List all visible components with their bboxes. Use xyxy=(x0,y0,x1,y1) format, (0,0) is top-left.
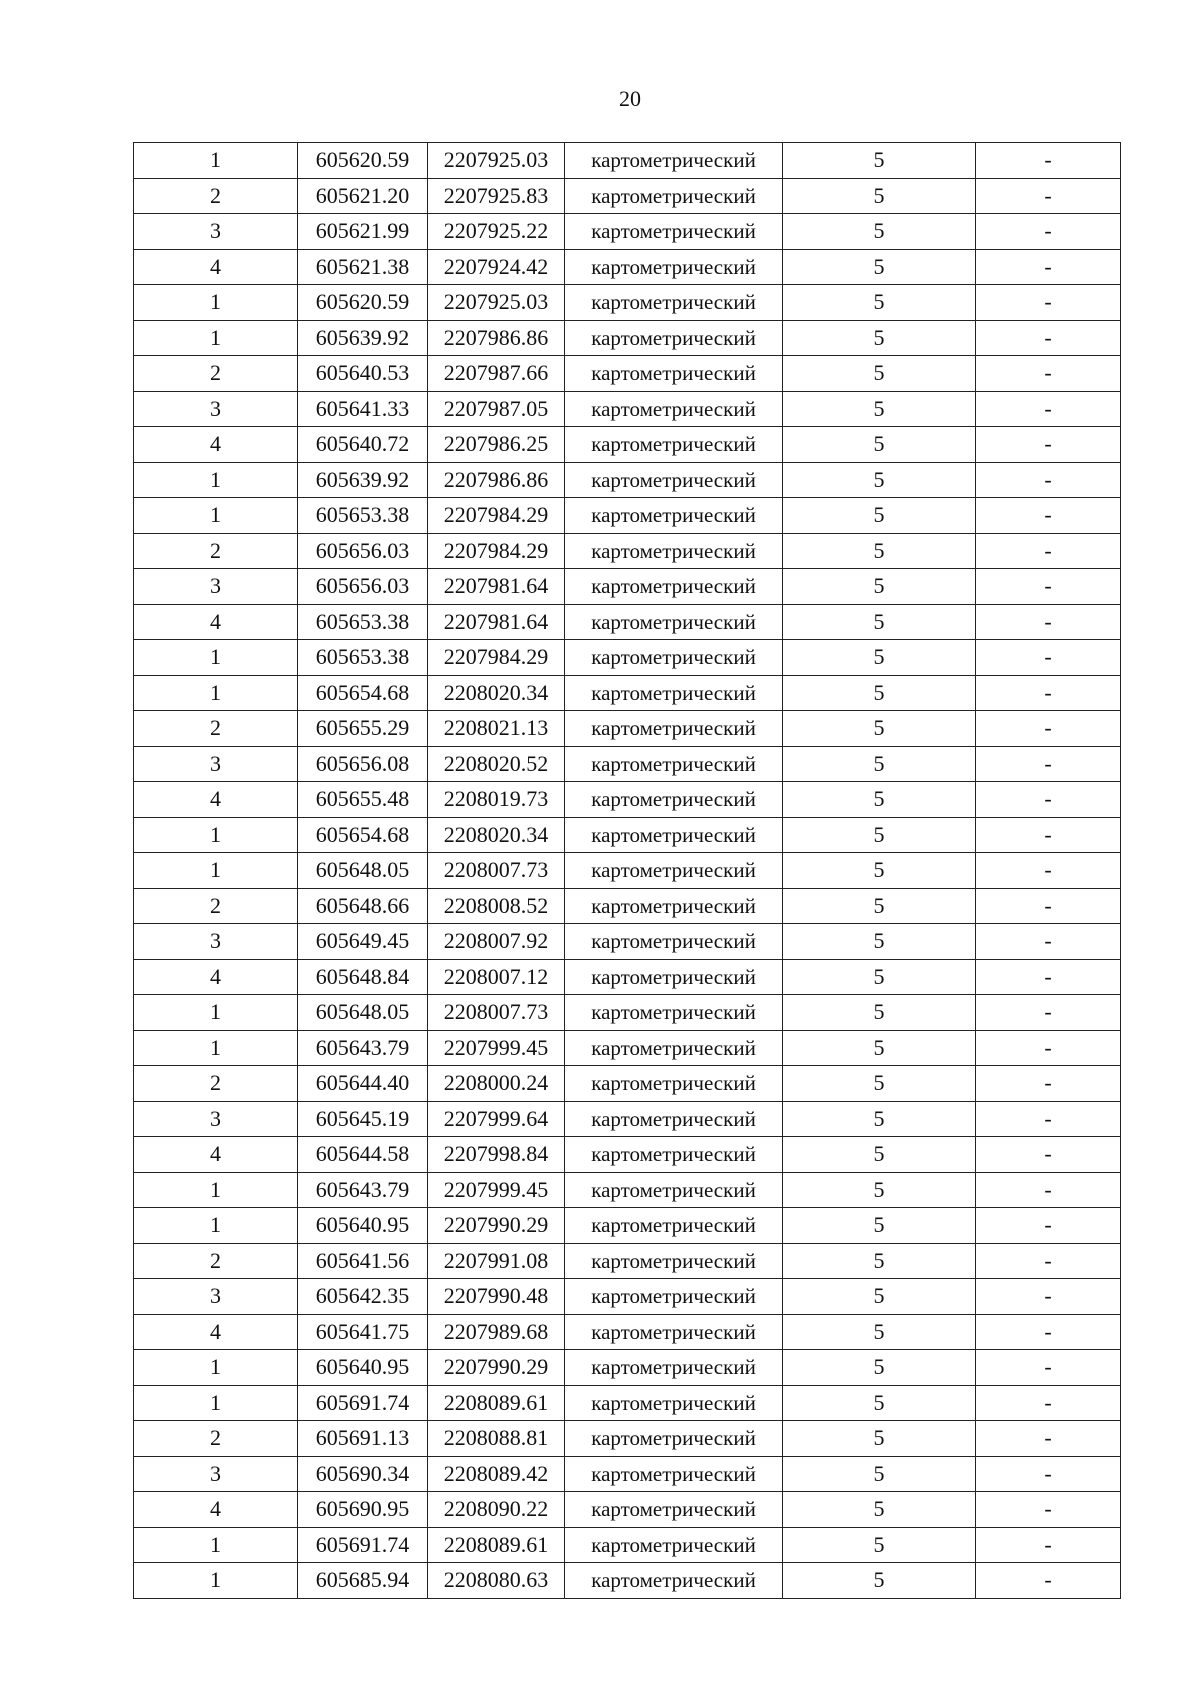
table-row xyxy=(134,924,1121,960)
method-cell: картометрический xyxy=(565,1492,783,1528)
method-cell: картометрический xyxy=(565,1101,783,1137)
table-row xyxy=(134,178,1121,214)
x-coordinate-cell: 605641.75 xyxy=(298,1314,428,1350)
table-row xyxy=(134,569,1121,605)
table-row xyxy=(134,1066,1121,1102)
note-cell: - xyxy=(976,1350,1121,1386)
x-coordinate-cell: 605654.68 xyxy=(298,817,428,853)
accuracy-cell: 5 xyxy=(783,285,976,321)
note-cell: - xyxy=(976,853,1121,889)
method-cell: картометрический xyxy=(565,462,783,498)
method-cell: картометрический xyxy=(565,1350,783,1386)
point-number-cell: 1 xyxy=(134,853,298,889)
method-cell: картометрический xyxy=(565,959,783,995)
y-coordinate-cell: 2208090.22 xyxy=(428,1492,565,1528)
x-coordinate-cell: 605621.20 xyxy=(298,178,428,214)
x-coordinate-cell: 605640.95 xyxy=(298,1208,428,1244)
point-number-cell: 2 xyxy=(134,178,298,214)
method-cell: картометрический xyxy=(565,1314,783,1350)
x-coordinate-cell: 605649.45 xyxy=(298,924,428,960)
accuracy-cell: 5 xyxy=(783,214,976,250)
accuracy-cell: 5 xyxy=(783,320,976,356)
accuracy-cell: 5 xyxy=(783,640,976,676)
table-row xyxy=(134,995,1121,1031)
method-cell: картометрический xyxy=(565,1172,783,1208)
y-coordinate-cell: 2208020.34 xyxy=(428,817,565,853)
method-cell: картометрический xyxy=(565,143,783,179)
method-cell: картометрический xyxy=(565,995,783,1031)
point-number-cell: 1 xyxy=(134,1527,298,1563)
note-cell: - xyxy=(976,995,1121,1031)
y-coordinate-cell: 2208007.12 xyxy=(428,959,565,995)
table-row xyxy=(134,427,1121,463)
x-coordinate-cell: 605690.95 xyxy=(298,1492,428,1528)
note-cell: - xyxy=(976,1314,1121,1350)
note-cell: - xyxy=(976,249,1121,285)
accuracy-cell: 5 xyxy=(783,924,976,960)
accuracy-cell: 5 xyxy=(783,427,976,463)
y-coordinate-cell: 2208021.13 xyxy=(428,711,565,747)
accuracy-cell: 5 xyxy=(783,1527,976,1563)
y-coordinate-cell: 2208007.92 xyxy=(428,924,565,960)
x-coordinate-cell: 605640.53 xyxy=(298,356,428,392)
accuracy-cell: 5 xyxy=(783,1456,976,1492)
table-row xyxy=(134,640,1121,676)
x-coordinate-cell: 605620.59 xyxy=(298,143,428,179)
method-cell: картометрический xyxy=(565,285,783,321)
point-number-cell: 1 xyxy=(134,1563,298,1599)
y-coordinate-cell: 2207981.64 xyxy=(428,604,565,640)
table-row xyxy=(134,711,1121,747)
y-coordinate-cell: 2207925.22 xyxy=(428,214,565,250)
note-cell: - xyxy=(976,959,1121,995)
table-row xyxy=(134,249,1121,285)
x-coordinate-cell: 605620.59 xyxy=(298,285,428,321)
accuracy-cell: 5 xyxy=(783,178,976,214)
y-coordinate-cell: 2208020.52 xyxy=(428,746,565,782)
note-cell: - xyxy=(976,1527,1121,1563)
point-number-cell: 1 xyxy=(134,462,298,498)
point-number-cell: 1 xyxy=(134,995,298,1031)
method-cell: картометрический xyxy=(565,1137,783,1173)
x-coordinate-cell: 605690.34 xyxy=(298,1456,428,1492)
method-cell: картометрический xyxy=(565,320,783,356)
point-number-cell: 3 xyxy=(134,1101,298,1137)
note-cell: - xyxy=(976,320,1121,356)
note-cell: - xyxy=(976,143,1121,179)
x-coordinate-cell: 605655.48 xyxy=(298,782,428,818)
table-row xyxy=(134,853,1121,889)
method-cell: картометрический xyxy=(565,1456,783,1492)
note-cell: - xyxy=(976,1101,1121,1137)
x-coordinate-cell: 605643.79 xyxy=(298,1030,428,1066)
x-coordinate-cell: 605653.38 xyxy=(298,604,428,640)
table-row xyxy=(134,1172,1121,1208)
y-coordinate-cell: 2208007.73 xyxy=(428,995,565,1031)
accuracy-cell: 5 xyxy=(783,356,976,392)
point-number-cell: 4 xyxy=(134,249,298,285)
method-cell: картометрический xyxy=(565,533,783,569)
table-row xyxy=(134,817,1121,853)
y-coordinate-cell: 2207984.29 xyxy=(428,640,565,676)
method-cell: картометрический xyxy=(565,853,783,889)
accuracy-cell: 5 xyxy=(783,249,976,285)
y-coordinate-cell: 2207991.08 xyxy=(428,1243,565,1279)
note-cell: - xyxy=(976,569,1121,605)
point-number-cell: 4 xyxy=(134,959,298,995)
note-cell: - xyxy=(976,817,1121,853)
accuracy-cell: 5 xyxy=(783,888,976,924)
point-number-cell: 1 xyxy=(134,143,298,179)
point-number-cell: 3 xyxy=(134,569,298,605)
method-cell: картометрический xyxy=(565,924,783,960)
note-cell: - xyxy=(976,1208,1121,1244)
table-row xyxy=(134,675,1121,711)
note-cell: - xyxy=(976,1066,1121,1102)
accuracy-cell: 5 xyxy=(783,1137,976,1173)
y-coordinate-cell: 2207990.29 xyxy=(428,1350,565,1386)
x-coordinate-cell: 605645.19 xyxy=(298,1101,428,1137)
note-cell: - xyxy=(976,711,1121,747)
accuracy-cell: 5 xyxy=(783,391,976,427)
x-coordinate-cell: 605648.66 xyxy=(298,888,428,924)
x-coordinate-cell: 605648.84 xyxy=(298,959,428,995)
x-coordinate-cell: 605640.95 xyxy=(298,1350,428,1386)
table-row xyxy=(134,1527,1121,1563)
point-number-cell: 2 xyxy=(134,888,298,924)
note-cell: - xyxy=(976,640,1121,676)
method-cell: картометрический xyxy=(565,214,783,250)
point-number-cell: 4 xyxy=(134,1314,298,1350)
table-row xyxy=(134,356,1121,392)
point-number-cell: 2 xyxy=(134,533,298,569)
point-number-cell: 1 xyxy=(134,498,298,534)
note-cell: - xyxy=(976,214,1121,250)
table-row xyxy=(134,1385,1121,1421)
x-coordinate-cell: 605639.92 xyxy=(298,320,428,356)
method-cell: картометрический xyxy=(565,746,783,782)
accuracy-cell: 5 xyxy=(783,1492,976,1528)
x-coordinate-cell: 605640.72 xyxy=(298,427,428,463)
method-cell: картометрический xyxy=(565,1030,783,1066)
note-cell: - xyxy=(976,675,1121,711)
table-row xyxy=(134,462,1121,498)
x-coordinate-cell: 605642.35 xyxy=(298,1279,428,1315)
note-cell: - xyxy=(976,462,1121,498)
y-coordinate-cell: 2207987.05 xyxy=(428,391,565,427)
accuracy-cell: 5 xyxy=(783,711,976,747)
note-cell: - xyxy=(976,427,1121,463)
x-coordinate-cell: 605639.92 xyxy=(298,462,428,498)
y-coordinate-cell: 2207999.45 xyxy=(428,1030,565,1066)
x-coordinate-cell: 605621.38 xyxy=(298,249,428,285)
method-cell: картометрический xyxy=(565,604,783,640)
y-coordinate-cell: 2207999.45 xyxy=(428,1172,565,1208)
point-number-cell: 1 xyxy=(134,1385,298,1421)
table-row xyxy=(134,214,1121,250)
note-cell: - xyxy=(976,498,1121,534)
point-number-cell: 2 xyxy=(134,1421,298,1457)
method-cell: картометрический xyxy=(565,1279,783,1315)
table-row xyxy=(134,1101,1121,1137)
table-row xyxy=(134,1350,1121,1386)
method-cell: картометрический xyxy=(565,675,783,711)
note-cell: - xyxy=(976,533,1121,569)
method-cell: картометрический xyxy=(565,817,783,853)
x-coordinate-cell: 605641.33 xyxy=(298,391,428,427)
y-coordinate-cell: 2207984.29 xyxy=(428,498,565,534)
note-cell: - xyxy=(976,1421,1121,1457)
page-number: 20 xyxy=(619,86,641,111)
method-cell: картометрический xyxy=(565,1563,783,1599)
method-cell: картометрический xyxy=(565,427,783,463)
x-coordinate-cell: 605648.05 xyxy=(298,995,428,1031)
method-cell: картометрический xyxy=(565,1527,783,1563)
table-row xyxy=(134,604,1121,640)
y-coordinate-cell: 2208008.52 xyxy=(428,888,565,924)
method-cell: картометрический xyxy=(565,249,783,285)
accuracy-cell: 5 xyxy=(783,746,976,782)
table-row xyxy=(134,959,1121,995)
point-number-cell: 2 xyxy=(134,711,298,747)
y-coordinate-cell: 2207990.29 xyxy=(428,1208,565,1244)
point-number-cell: 1 xyxy=(134,1208,298,1244)
y-coordinate-cell: 2207990.48 xyxy=(428,1279,565,1315)
note-cell: - xyxy=(976,782,1121,818)
accuracy-cell: 5 xyxy=(783,569,976,605)
table-row xyxy=(134,143,1121,179)
point-number-cell: 4 xyxy=(134,604,298,640)
table-row xyxy=(134,1279,1121,1315)
accuracy-cell: 5 xyxy=(783,498,976,534)
accuracy-cell: 5 xyxy=(783,1314,976,1350)
accuracy-cell: 5 xyxy=(783,1030,976,1066)
point-number-cell: 4 xyxy=(134,782,298,818)
accuracy-cell: 5 xyxy=(783,1563,976,1599)
note-cell: - xyxy=(976,888,1121,924)
method-cell: картометрический xyxy=(565,178,783,214)
point-number-cell: 1 xyxy=(134,1172,298,1208)
method-cell: картометрический xyxy=(565,1243,783,1279)
method-cell: картометрический xyxy=(565,1421,783,1457)
y-coordinate-cell: 2207998.84 xyxy=(428,1137,565,1173)
x-coordinate-cell: 605691.74 xyxy=(298,1385,428,1421)
y-coordinate-cell: 2208089.42 xyxy=(428,1456,565,1492)
table-row xyxy=(134,746,1121,782)
accuracy-cell: 5 xyxy=(783,1101,976,1137)
table-row xyxy=(134,1314,1121,1350)
table-row xyxy=(134,1030,1121,1066)
accuracy-cell: 5 xyxy=(783,1172,976,1208)
method-cell: картометрический xyxy=(565,782,783,818)
accuracy-cell: 5 xyxy=(783,1385,976,1421)
method-cell: картометрический xyxy=(565,1066,783,1102)
y-coordinate-cell: 2207924.42 xyxy=(428,249,565,285)
x-coordinate-cell: 605653.38 xyxy=(298,498,428,534)
x-coordinate-cell: 605641.56 xyxy=(298,1243,428,1279)
method-cell: картометрический xyxy=(565,498,783,534)
table-row xyxy=(134,533,1121,569)
accuracy-cell: 5 xyxy=(783,462,976,498)
y-coordinate-cell: 2207925.03 xyxy=(428,285,565,321)
point-number-cell: 4 xyxy=(134,1492,298,1528)
y-coordinate-cell: 2208089.61 xyxy=(428,1385,565,1421)
method-cell: картометрический xyxy=(565,1385,783,1421)
method-cell: картометрический xyxy=(565,711,783,747)
note-cell: - xyxy=(976,1492,1121,1528)
point-number-cell: 1 xyxy=(134,285,298,321)
accuracy-cell: 5 xyxy=(783,1350,976,1386)
point-number-cell: 3 xyxy=(134,1456,298,1492)
table-row xyxy=(134,498,1121,534)
point-number-cell: 4 xyxy=(134,427,298,463)
y-coordinate-cell: 2208019.73 xyxy=(428,782,565,818)
method-cell: картометрический xyxy=(565,391,783,427)
method-cell: картометрический xyxy=(565,640,783,676)
x-coordinate-cell: 605691.74 xyxy=(298,1527,428,1563)
x-coordinate-cell: 605685.94 xyxy=(298,1563,428,1599)
point-number-cell: 1 xyxy=(134,1350,298,1386)
point-number-cell: 2 xyxy=(134,1066,298,1102)
point-number-cell: 3 xyxy=(134,214,298,250)
note-cell: - xyxy=(976,1030,1121,1066)
y-coordinate-cell: 2208088.81 xyxy=(428,1421,565,1457)
x-coordinate-cell: 605621.99 xyxy=(298,214,428,250)
accuracy-cell: 5 xyxy=(783,782,976,818)
accuracy-cell: 5 xyxy=(783,604,976,640)
x-coordinate-cell: 605656.08 xyxy=(298,746,428,782)
y-coordinate-cell: 2208020.34 xyxy=(428,675,565,711)
note-cell: - xyxy=(976,178,1121,214)
note-cell: - xyxy=(976,746,1121,782)
accuracy-cell: 5 xyxy=(783,1421,976,1457)
accuracy-cell: 5 xyxy=(783,675,976,711)
x-coordinate-cell: 605653.38 xyxy=(298,640,428,676)
y-coordinate-cell: 2207987.66 xyxy=(428,356,565,392)
method-cell: картометрический xyxy=(565,1208,783,1244)
x-coordinate-cell: 605656.03 xyxy=(298,533,428,569)
method-cell: картометрический xyxy=(565,356,783,392)
y-coordinate-cell: 2208000.24 xyxy=(428,1066,565,1102)
note-cell: - xyxy=(976,604,1121,640)
method-cell: картометрический xyxy=(565,569,783,605)
table-row xyxy=(134,1208,1121,1244)
note-cell: - xyxy=(976,391,1121,427)
note-cell: - xyxy=(976,1456,1121,1492)
note-cell: - xyxy=(976,356,1121,392)
point-number-cell: 3 xyxy=(134,746,298,782)
table-row xyxy=(134,888,1121,924)
coordinates-table xyxy=(133,142,1121,1599)
note-cell: - xyxy=(976,285,1121,321)
x-coordinate-cell: 605691.13 xyxy=(298,1421,428,1457)
y-coordinate-cell: 2207986.86 xyxy=(428,462,565,498)
accuracy-cell: 5 xyxy=(783,959,976,995)
y-coordinate-cell: 2207925.83 xyxy=(428,178,565,214)
accuracy-cell: 5 xyxy=(783,817,976,853)
note-cell: - xyxy=(976,1385,1121,1421)
note-cell: - xyxy=(976,1563,1121,1599)
y-coordinate-cell: 2207999.64 xyxy=(428,1101,565,1137)
accuracy-cell: 5 xyxy=(783,1208,976,1244)
point-number-cell: 2 xyxy=(134,1243,298,1279)
point-number-cell: 1 xyxy=(134,675,298,711)
method-cell: картометрический xyxy=(565,888,783,924)
table-row xyxy=(134,285,1121,321)
point-number-cell: 3 xyxy=(134,924,298,960)
accuracy-cell: 5 xyxy=(783,533,976,569)
table-row xyxy=(134,1421,1121,1457)
y-coordinate-cell: 2207981.64 xyxy=(428,569,565,605)
note-cell: - xyxy=(976,1137,1121,1173)
x-coordinate-cell: 605654.68 xyxy=(298,675,428,711)
y-coordinate-cell: 2207986.86 xyxy=(428,320,565,356)
coordinates-table-body xyxy=(134,143,1121,1599)
table-row xyxy=(134,1456,1121,1492)
note-cell: - xyxy=(976,1172,1121,1208)
point-number-cell: 1 xyxy=(134,320,298,356)
point-number-cell: 3 xyxy=(134,391,298,427)
table-row xyxy=(134,320,1121,356)
accuracy-cell: 5 xyxy=(783,143,976,179)
table-row xyxy=(134,1492,1121,1528)
x-coordinate-cell: 605643.79 xyxy=(298,1172,428,1208)
point-number-cell: 4 xyxy=(134,1137,298,1173)
y-coordinate-cell: 2207989.68 xyxy=(428,1314,565,1350)
note-cell: - xyxy=(976,924,1121,960)
accuracy-cell: 5 xyxy=(783,1279,976,1315)
table-row xyxy=(134,782,1121,818)
point-number-cell: 1 xyxy=(134,817,298,853)
point-number-cell: 2 xyxy=(134,356,298,392)
note-cell: - xyxy=(976,1279,1121,1315)
y-coordinate-cell: 2208007.73 xyxy=(428,853,565,889)
table-row xyxy=(134,1563,1121,1599)
point-number-cell: 3 xyxy=(134,1279,298,1315)
table-row xyxy=(134,1243,1121,1279)
x-coordinate-cell: 605644.58 xyxy=(298,1137,428,1173)
point-number-cell: 1 xyxy=(134,1030,298,1066)
accuracy-cell: 5 xyxy=(783,1066,976,1102)
x-coordinate-cell: 605644.40 xyxy=(298,1066,428,1102)
note-cell: - xyxy=(976,1243,1121,1279)
accuracy-cell: 5 xyxy=(783,853,976,889)
x-coordinate-cell: 605656.03 xyxy=(298,569,428,605)
y-coordinate-cell: 2208089.61 xyxy=(428,1527,565,1563)
y-coordinate-cell: 2208080.63 xyxy=(428,1563,565,1599)
y-coordinate-cell: 2207925.03 xyxy=(428,143,565,179)
point-number-cell: 1 xyxy=(134,640,298,676)
table-row xyxy=(134,1137,1121,1173)
accuracy-cell: 5 xyxy=(783,1243,976,1279)
y-coordinate-cell: 2207986.25 xyxy=(428,427,565,463)
y-coordinate-cell: 2207984.29 xyxy=(428,533,565,569)
table-row xyxy=(134,391,1121,427)
accuracy-cell: 5 xyxy=(783,995,976,1031)
x-coordinate-cell: 605648.05 xyxy=(298,853,428,889)
x-coordinate-cell: 605655.29 xyxy=(298,711,428,747)
